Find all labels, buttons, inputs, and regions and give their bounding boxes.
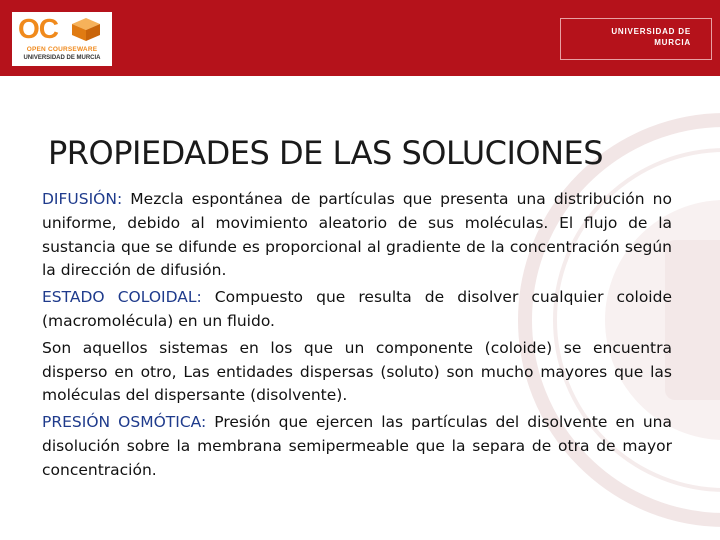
- opencourseware-logo[interactable]: [12, 12, 112, 66]
- paragraph-presion-osmotica: [42, 411, 672, 482]
- paragraph-difusion: [42, 188, 672, 283]
- um-logo-line1: UNIVERSIDAD DE: [611, 27, 691, 36]
- definition-presion-osmotica: Presión que ejercen las partículas del disolvente en una disolución sobre la membrana semipermeable que la separa de otra de mayor concentración.: [42, 413, 672, 479]
- universidad-murcia-logo[interactable]: [560, 18, 712, 60]
- paragraph-estado-coloidal: [42, 286, 682, 334]
- logo-line-universidad: UNIVERSIDAD DE MURCIA: [23, 55, 101, 61]
- paragraph-coloide-explicacion: [42, 337, 672, 408]
- um-logo-line2: MURCIA: [654, 38, 691, 47]
- box-icon: [70, 16, 102, 42]
- definition-estado-coloidal: Compuesto que resulta de disolver cualquier coloide (macromolécula) en un fluido.: [42, 288, 682, 330]
- definition-difusion: Mezcla espontánea de partículas que presenta una distribución no uniforme, debido al movimiento aleatorio de sus moléculas. El flujo de la sustancia que se difunde es proporcional al gradiente de la concentración según la dirección de difusión.: [42, 190, 672, 280]
- term-difusion: DIFUSIÓN:: [42, 190, 123, 208]
- definition-coloide-explicacion: Son aquellos sistemas en los que un componente (coloide) se encuentra disperso en otro, Las entidades dispersas (soluto) son mucho mayores que las moléculas del dispersante (disolvente).: [42, 338, 672, 405]
- term-presion-osmotica: PRESIÓN OSMÓTICA:: [42, 413, 207, 432]
- header-bar: [0, 0, 720, 76]
- term-estado-coloidal: ESTADO COLOIDAL:: [42, 288, 202, 307]
- logo-initials: OC: [18, 13, 58, 44]
- logo-line-open-courseware: OPEN COURSEWARE: [26, 46, 98, 53]
- slide-title: PROPIEDADES DE LAS SOLUCIONES: [48, 134, 604, 172]
- slide-content: [42, 188, 682, 486]
